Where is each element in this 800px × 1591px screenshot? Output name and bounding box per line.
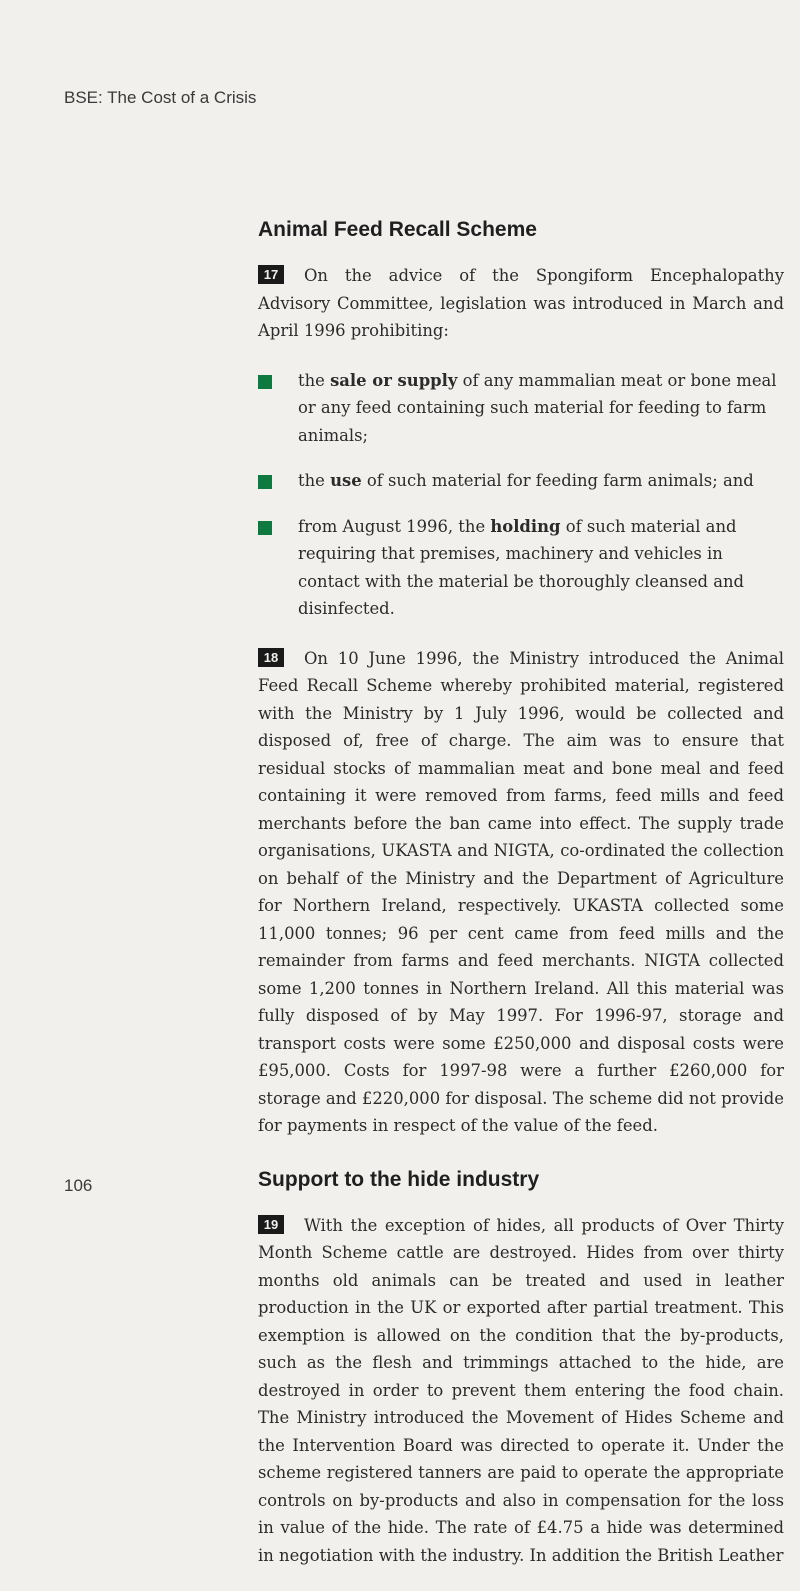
list-item (258, 467, 784, 495)
list-item-text: of such material and requiring that premises, machinery and vehicles in contact with the material be thoroughly cleansed and disinfected. (298, 516, 745, 618)
section-heading-hide-industry: Support to the hide industry (258, 1167, 540, 1191)
page-content (258, 218, 784, 1591)
running-head: BSE: The Cost of a Crisis (64, 88, 257, 107)
paragraph-text: On 10 June 1996, the Ministry introduced the Animal Feed Recall Scheme whereby prohibited material, registered with the Ministry by 1 July 1996, would be collected and disposed of, free of charge. The aim was to ensure that residual stocks of mammalian meat and bone meal and feed containing it were removed from farms, feed mills and feed merchants before the ban came into effect. The supply trade organisations, UKASTA and NIGTA, co-ordinated the collection on behalf of the Ministry and the Department of Agriculture for Northern Ireland, respectively. UKASTA collected some 11,000 tonnes; 96 per cent came from feed mills and the remainder from farms and feed merchants. NIGTA collected some 1,200 tonnes in Northern Ireland. All this material was fully disposed of by May 1997. For 1996-97, storage and transport costs were some £250,000 and disposal costs were £95,000. Costs for 1997-98 were a further £260,000 for storage and £220,000 for disposal. The scheme did not provide for payments in respect of the value of the feed. (258, 648, 784, 1135)
paragraph-number-badge: 17 (258, 265, 284, 284)
section-heading-animal-feed: Animal Feed Recall Scheme (258, 218, 537, 241)
prohibition-list (258, 367, 784, 623)
list-item (258, 367, 784, 450)
paragraph-number-badge: 18 (258, 648, 284, 667)
list-item-text: of such material for feeding farm animals; and (361, 471, 754, 490)
list-item-emphasis: holding (490, 516, 561, 536)
paragraph-19 (258, 1212, 784, 1570)
list-item-emphasis: sale or supply (330, 370, 458, 390)
page-number: 106 (64, 1176, 93, 1195)
square-bullet-icon (258, 475, 272, 489)
list-item-text: the (298, 471, 331, 490)
list-item-text: the (298, 370, 331, 390)
square-bullet-icon (258, 375, 272, 389)
paragraph-text: With the exception of hides, all products of Over Thirty Month Scheme cattle are destroyed. Hides from over thirty months old animals can be treated and used in leather production in the UK or exported after partial treatment. This exemption is allowed on the condition that the by-products, such as the flesh and trimmings attached to the hide, are destroyed in order to prevent them entering the food chain. The Ministry introduced the Movement of Hides Scheme and the Intervention Board was directed to operate it. Under the scheme registered tanners are paid to operate the appropriate controls on by-products and also in compensation for the loss in value of the hide. The rate of £4.75 a hide was determined in negotiation with the industry. In addition the British Leather (258, 1215, 784, 1565)
paragraph-17 (258, 262, 784, 345)
paragraph-text: On the advice of the Spongiform Encephalopathy Advisory Committee, legislation was introduced in March and April 1996 prohibiting: (258, 266, 784, 340)
list-item-text: of any mammalian meat or bone meal or any feed containing such material for feeding to farm animals; (298, 370, 777, 445)
list-item (258, 513, 784, 623)
paragraph-18 (258, 645, 784, 1140)
paragraph-number-badge: 19 (258, 1215, 284, 1234)
square-bullet-icon (258, 521, 272, 535)
list-item-text: from August 1996, the (298, 516, 491, 536)
list-item-emphasis: use (330, 471, 362, 490)
